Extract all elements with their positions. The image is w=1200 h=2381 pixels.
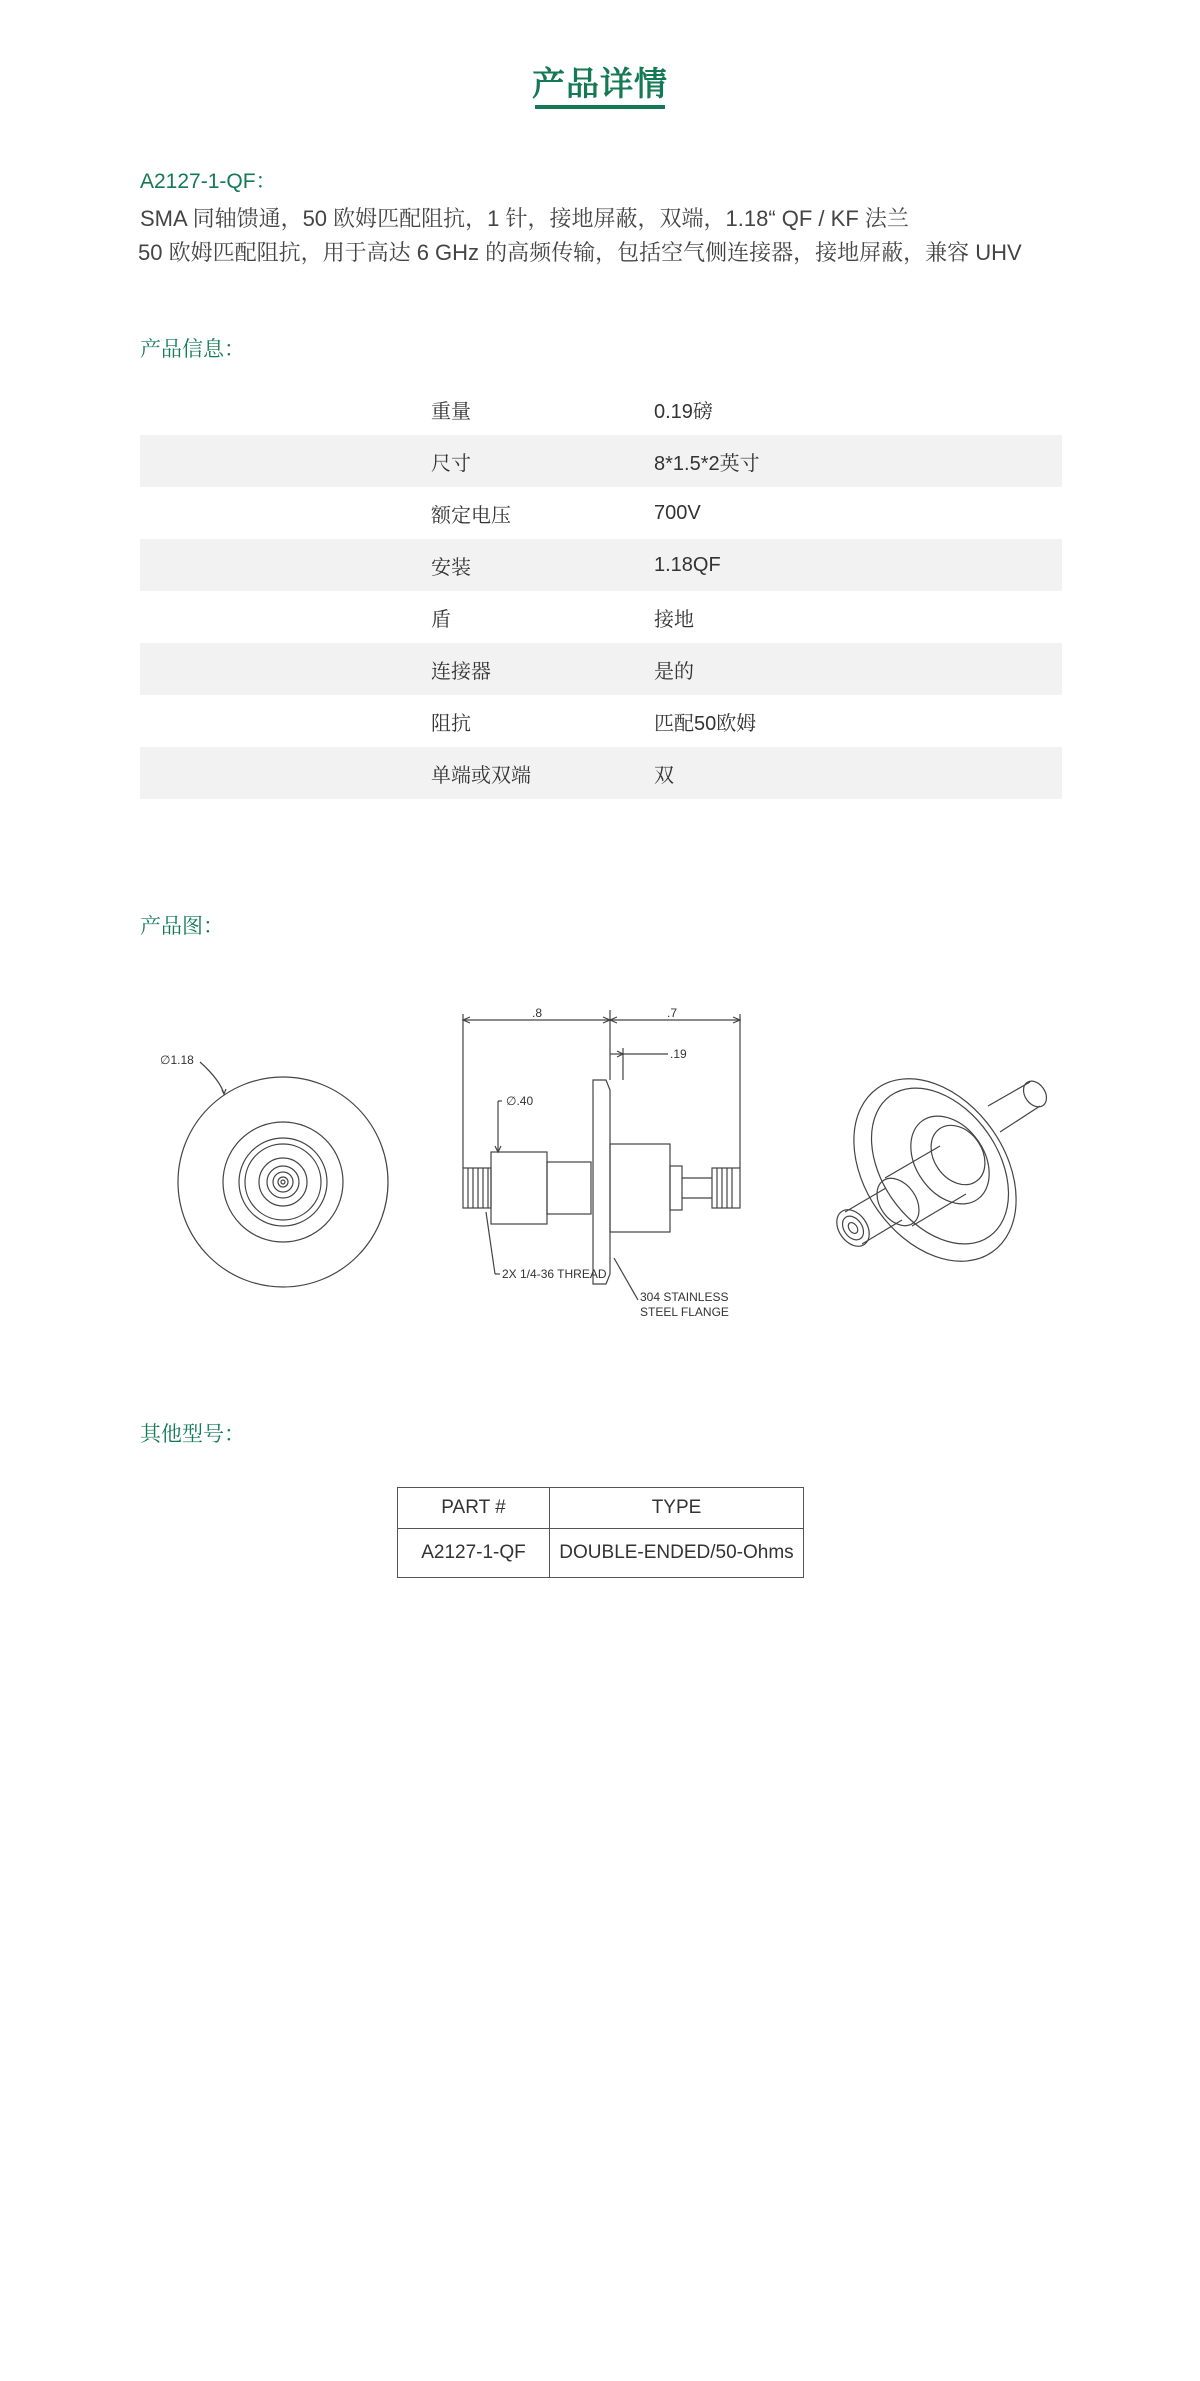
parts-table (397, 1487, 804, 1578)
flange-note-2: STEEL FLANGE (640, 1305, 729, 1319)
table-row (398, 1529, 804, 1578)
other-models-label: 其他型号： (140, 1423, 245, 1446)
flange-note-1: 304 STAINLESS (640, 1290, 729, 1304)
spec-row (140, 591, 1062, 643)
product-drawing (140, 990, 1060, 1330)
spec-value: 匹配50欧姆 (654, 712, 757, 735)
dim-right-length: .7 (667, 1006, 678, 1020)
col-header-part: PART # (398, 1488, 550, 1529)
side-view (463, 1006, 740, 1319)
spec-key: 盾 (431, 608, 451, 631)
product-info-label: 产品信息： (140, 338, 245, 361)
spec-row (140, 435, 1062, 487)
thread-note: 2X 1/4-36 THREAD (502, 1267, 607, 1281)
spec-key: 阻抗 (431, 712, 471, 735)
spec-row (140, 383, 1062, 435)
spec-key: 重量 (431, 400, 471, 423)
dim-body-diameter: ∅.40 (506, 1094, 534, 1108)
isometric-view (820, 1048, 1051, 1292)
spec-row (140, 695, 1062, 747)
title-underline (535, 105, 665, 109)
type-cell: DOUBLE-ENDED/50-Ohms (550, 1529, 804, 1578)
spec-row (140, 487, 1062, 539)
spec-key: 额定电压 (431, 504, 511, 527)
spec-key: 安装 (431, 556, 471, 579)
spec-table (140, 383, 1062, 799)
spec-row (140, 643, 1062, 695)
spec-row (140, 747, 1062, 799)
spec-row (140, 539, 1062, 591)
page-title: 产品详情 (532, 65, 668, 102)
intro-line-1: SMA 同轴馈通，50 欧姆匹配阻抗，1 针，接地屏蔽，双端，1.18“ QF / KF 法兰 (140, 206, 909, 231)
spec-value: 1.18QF (654, 553, 721, 576)
dim-flange-thickness: .19 (670, 1047, 687, 1061)
spec-value: 8*1.5*2英寸 (654, 452, 760, 475)
dim-left-length: .8 (532, 1006, 543, 1020)
spec-key: 单端或双端 (431, 764, 531, 787)
spec-value: 700V (654, 501, 701, 524)
part-number-cell: A2127-1-QF (398, 1529, 550, 1578)
table-header-row (398, 1488, 804, 1529)
dim-flange-diameter: ∅1.18 (160, 1053, 194, 1067)
spec-value: 是的 (654, 660, 694, 683)
spec-key: 连接器 (431, 660, 491, 683)
intro-line-2: 50 欧姆匹配阻抗，用于高达 6 GHz 的高频传输，包括空气侧连接器，接地屏蔽，兼容 UHV (138, 240, 1022, 265)
model-label: A2127-1-QF： (140, 170, 277, 193)
spec-value: 接地 (654, 608, 694, 631)
spec-value: 双 (654, 764, 674, 787)
front-view (160, 1053, 388, 1287)
col-header-type: TYPE (550, 1488, 804, 1529)
product-diagram-label: 产品图： (140, 915, 224, 938)
spec-key: 尺寸 (431, 452, 471, 475)
spec-value: 0.19磅 (654, 400, 713, 423)
